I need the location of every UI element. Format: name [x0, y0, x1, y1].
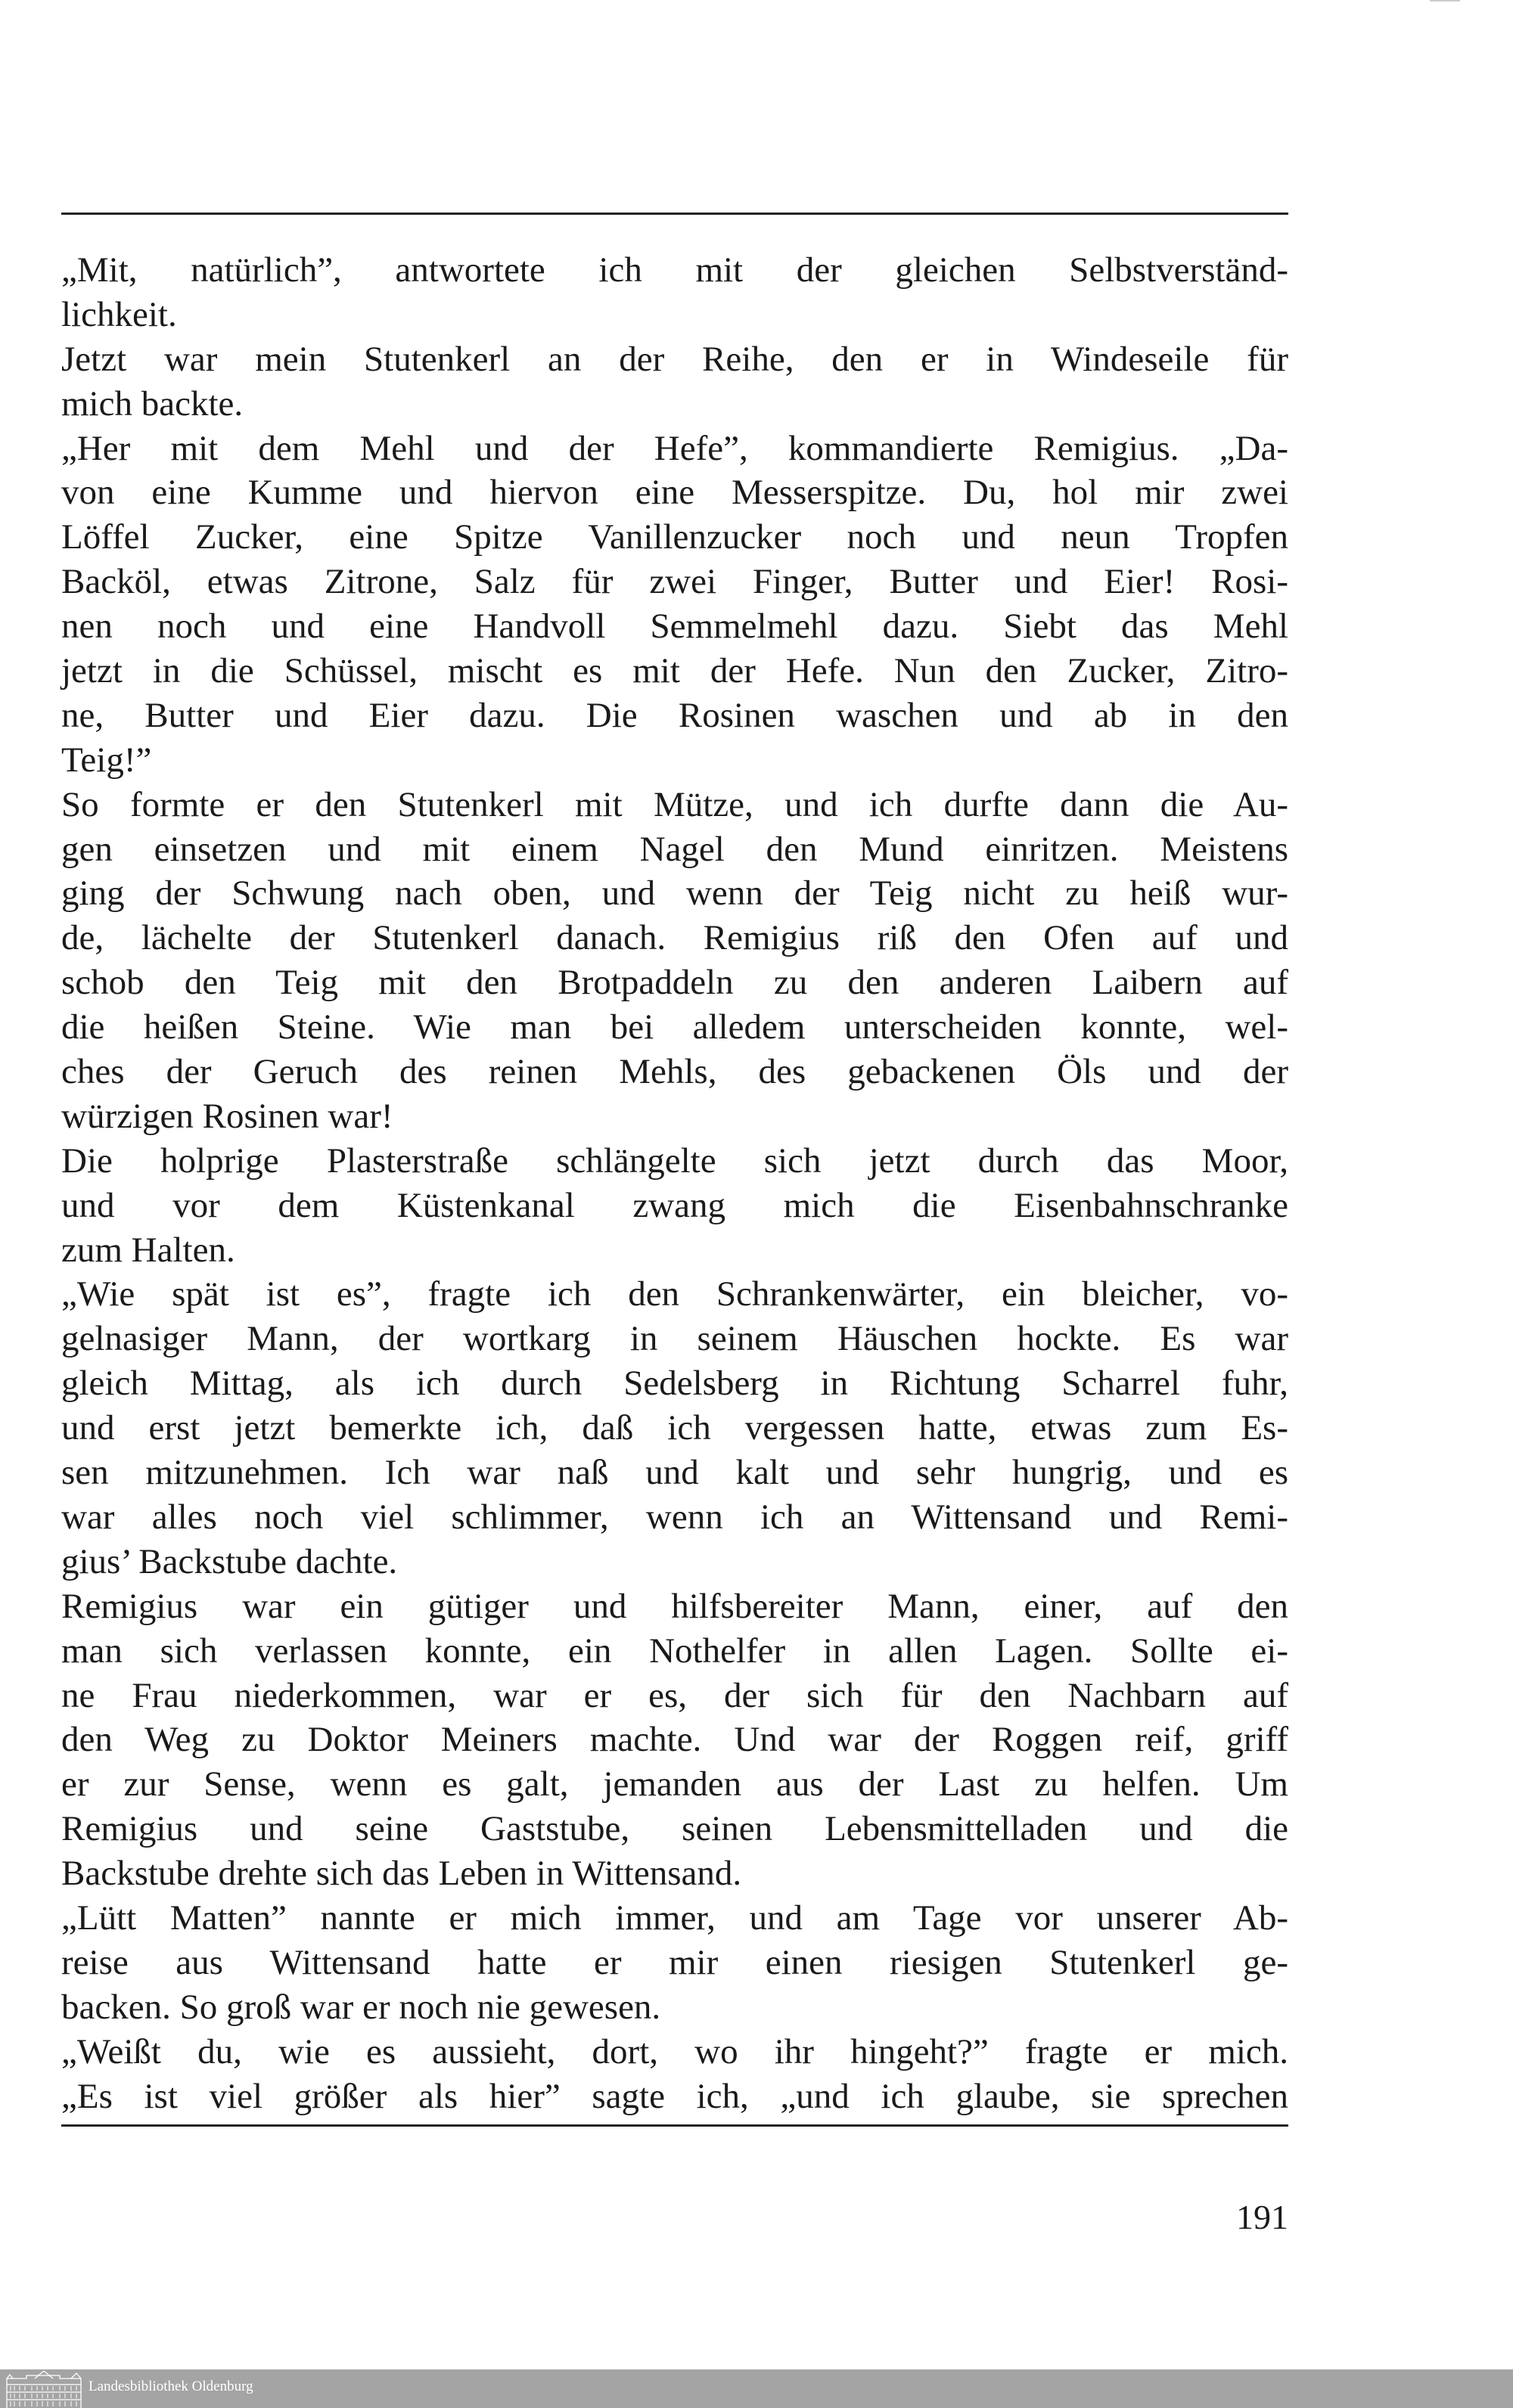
- text-line: und erst jetzt bemerkte ich, daß ich vergessen hatte, etwas zum Es-: [61, 1408, 1288, 1448]
- text-line: und vor dem Küstenkanal zwang mich die Eisenbahnschranke: [61, 1185, 1288, 1225]
- text-line: gleich Mittag, als ich durch Sedelsberg in Richtung Scharrel fuhr,: [61, 1364, 1288, 1404]
- text-line: nen noch und eine Handvoll Semmelmehl dazu. Siebt das Mehl: [61, 607, 1288, 647]
- top-rule: [61, 213, 1288, 215]
- text-line: sen mitzunehmen. Ich war naß und kalt und sehr hungrig, und es: [61, 1453, 1288, 1493]
- text-line: jetzt in die Schüssel, mischt es mit der Hefe. Nun den Zucker, Zitro-: [61, 651, 1288, 691]
- text-line: war alles noch viel schlimmer, wenn ich an Wittensand und Remi-: [61, 1497, 1288, 1537]
- text-line: Remigius und seine Gaststube, seinen Lebensmittelladen und die: [61, 1809, 1288, 1849]
- text-line: mich backte.: [61, 383, 244, 424]
- text-line: zum Halten.: [61, 1230, 235, 1270]
- text-line: Backöl, etwas Zitrone, Salz für zwei Finger, Butter und Eier! Rosi-: [61, 562, 1288, 602]
- text-line: „Wie spät ist es”, fragte ich den Schrankenwärter, ein bleicher, vo-: [61, 1274, 1288, 1314]
- text-line: ches der Geruch des reinen Mehls, des gebackenen Öls und der: [61, 1052, 1288, 1092]
- text-line: „Her mit dem Mehl und der Hefe”, kommandierte Remigius. „Da-: [61, 428, 1288, 468]
- text-line: schob den Teig mit den Brotpaddeln zu den anderen Laibern auf: [61, 963, 1288, 1003]
- text-line: Remigius war ein gütiger und hilfsbereiter Mann, einer, auf den: [61, 1586, 1288, 1626]
- text-line: de, lächelte der Stutenkerl danach. Remigius riß den Ofen auf und: [61, 918, 1288, 958]
- text-line: reise aus Wittensand hatte er mir einen riesigen Stutenkerl ge-: [61, 1942, 1288, 1982]
- text-line: ne Frau niederkommen, war er es, der sich für den Nachbarn auf: [61, 1675, 1288, 1715]
- text-line: „Weißt du, wie es aussieht, dort, wo ihr hingeht?” fragte er mich.: [61, 2031, 1288, 2071]
- text-line: gelnasiger Mann, der wortkarg in seinem Häuschen hockte. Es war: [61, 1319, 1288, 1359]
- text-line: Die holprige Plasterstraße schlängelte sich jetzt durch das Moor,: [61, 1140, 1288, 1181]
- text-line: „Es ist viel größer als hier” sagte ich, „und ich glaube, sie sprechen: [61, 2076, 1288, 2116]
- text-line: man sich verlassen konnte, ein Nothelfer in allen Lagen. Sollte ei-: [61, 1631, 1288, 1671]
- body-text: [61, 248, 1288, 2118]
- text-line: „Mit, natürlich”, antwortete ich mit der gleichen Selbstverständ-: [61, 250, 1288, 290]
- text-line: Jetzt war mein Stutenkerl an der Reihe, den er in Windeseile für: [61, 339, 1288, 379]
- bottom-rule: [61, 2124, 1288, 2127]
- page-number: 191: [1236, 2198, 1288, 2236]
- text-line: ging der Schwung nach oben, und wenn der Teig nicht zu heiß wur-: [61, 874, 1288, 914]
- text-line: Backstube drehte sich das Leben in Wittensand.: [61, 1854, 742, 1894]
- library-building-logo: [5, 2371, 83, 2408]
- text-line: „Lütt Matten” nannte er mich immer, und am Tage vor unserer Ab-: [61, 1898, 1288, 1938]
- text-line: So formte er den Stutenkerl mit Mütze, und ich durfte dann die Au-: [61, 784, 1288, 824]
- text-line: ne, Butter und Eier dazu. Die Rosinen waschen und ab in den: [61, 695, 1288, 735]
- text-line: gius’ Backstube dachte.: [61, 1541, 398, 1581]
- text-line: den Weg zu Doktor Meiners machte. Und war der Roggen reif, griff: [61, 1720, 1288, 1760]
- scan-mark: [1430, 0, 1460, 2]
- text-line: lichkeit.: [61, 294, 177, 334]
- library-footer-bar: [0, 2369, 1513, 2408]
- text-line: würzigen Rosinen war!: [61, 1096, 393, 1136]
- text-line: Teig!”: [61, 740, 152, 780]
- text-line: Löffel Zucker, eine Spitze Vanillenzucker noch und neun Tropfen: [61, 517, 1288, 557]
- text-line: die heißen Steine. Wie man bei alledem unterscheiden konnte, wel-: [61, 1007, 1288, 1047]
- library-name: Landesbibliothek Oldenburg: [89, 2379, 253, 2394]
- text-line: gen einsetzen und mit einem Nagel den Mund einritzen. Meistens: [61, 829, 1288, 869]
- text-line: er zur Sense, wenn es galt, jemanden aus der Last zu helfen. Um: [61, 1764, 1288, 1804]
- text-line: von eine Kumme und hiervon eine Messerspitze. Du, hol mir zwei: [61, 473, 1288, 513]
- text-line: backen. So groß war er noch nie gewesen.: [61, 1987, 661, 2027]
